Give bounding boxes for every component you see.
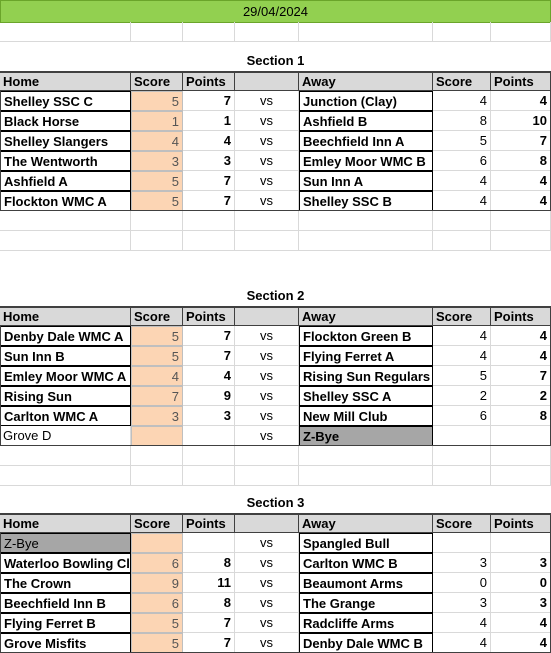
home-points: 7 xyxy=(183,326,235,346)
away-score: 4 xyxy=(433,633,491,653)
header-ascore: Score xyxy=(433,73,491,90)
empty-cell xyxy=(433,446,491,466)
home-team: Flockton WMC A xyxy=(0,191,131,211)
away-points: 2 xyxy=(491,386,551,406)
home-team: Z-Bye xyxy=(0,533,131,553)
home-score: 7 xyxy=(131,386,183,406)
away-team: Denby Dale WMC B xyxy=(299,633,433,653)
home-points: 7 xyxy=(183,346,235,366)
vs-label: vs xyxy=(235,91,299,111)
empty-cell xyxy=(183,22,235,42)
away-score: 4 xyxy=(433,191,491,211)
match-row xyxy=(0,533,551,553)
away-points: 7 xyxy=(491,366,551,386)
empty-cell xyxy=(299,22,433,42)
away-team: Radcliffe Arms xyxy=(299,613,433,633)
home-points: 7 xyxy=(183,171,235,191)
away-team: Carlton WMC B xyxy=(299,553,433,573)
vs-label: vs xyxy=(235,346,299,366)
header-away: Away xyxy=(299,73,433,90)
home-team: Shelley SSC C xyxy=(0,91,131,111)
match-row xyxy=(0,171,551,191)
home-team: Denby Dale WMC A xyxy=(0,326,131,346)
vs-label: vs xyxy=(235,131,299,151)
away-score: 3 xyxy=(433,593,491,613)
vs-label: vs xyxy=(235,366,299,386)
home-team: Beechfield Inn B xyxy=(0,593,131,613)
home-team: Black Horse xyxy=(0,111,131,131)
empty-cell xyxy=(0,466,131,486)
empty-row xyxy=(0,22,551,42)
home-score: 6 xyxy=(131,593,183,613)
empty-cell xyxy=(183,466,235,486)
home-team: Flying Ferret B xyxy=(0,613,131,633)
empty-cell xyxy=(0,231,131,251)
header-home: Home xyxy=(0,73,131,90)
empty-cell xyxy=(183,211,235,231)
empty-cell xyxy=(299,231,433,251)
home-score: 5 xyxy=(131,346,183,366)
home-points: 1 xyxy=(183,111,235,131)
empty-cell xyxy=(491,22,551,42)
away-score: 5 xyxy=(433,366,491,386)
header-ascore: Score xyxy=(433,308,491,325)
empty-cell xyxy=(131,466,183,486)
table-header-row xyxy=(0,513,551,533)
home-points: 7 xyxy=(183,613,235,633)
home-score: 3 xyxy=(131,406,183,426)
home-team: Sun Inn B xyxy=(0,346,131,366)
section-title: Section 2 xyxy=(246,288,305,303)
home-team: The Crown xyxy=(0,573,131,593)
home-team: Waterloo Bowling Cl xyxy=(0,553,131,573)
match-row xyxy=(0,346,551,366)
away-score: 6 xyxy=(433,406,491,426)
vs-label: vs xyxy=(235,111,299,131)
vs-label: vs xyxy=(235,191,299,211)
home-team: The Wentworth xyxy=(0,151,131,171)
away-points: 7 xyxy=(491,131,551,151)
home-points: 8 xyxy=(183,593,235,613)
home-score: 4 xyxy=(131,131,183,151)
away-team: Beaumont Arms xyxy=(299,573,433,593)
away-team: Flying Ferret A xyxy=(299,346,433,366)
away-points: 4 xyxy=(491,171,551,191)
empty-cell xyxy=(235,211,299,231)
match-row xyxy=(0,131,551,151)
home-points: 8 xyxy=(183,553,235,573)
away-score: 2 xyxy=(433,386,491,406)
match-row xyxy=(0,191,551,211)
home-team: Grove Misfits xyxy=(0,633,131,653)
section-title: Section 3 xyxy=(246,495,305,510)
away-team: Sun Inn A xyxy=(299,171,433,191)
away-points: 3 xyxy=(491,593,551,613)
home-points: 3 xyxy=(183,151,235,171)
header-blank xyxy=(235,308,299,325)
away-points: 4 xyxy=(491,613,551,633)
empty-cell xyxy=(131,22,183,42)
home-points xyxy=(183,533,235,553)
away-team: Beechfield Inn A xyxy=(299,131,433,151)
header-ascore: Score xyxy=(433,515,491,532)
match-row xyxy=(0,633,551,653)
header-blank xyxy=(235,515,299,532)
home-points: 7 xyxy=(183,91,235,111)
away-team: The Grange xyxy=(299,593,433,613)
empty-cell xyxy=(235,466,299,486)
empty-cell xyxy=(131,211,183,231)
empty-cell xyxy=(235,22,299,42)
home-points: 7 xyxy=(183,633,235,653)
home-points: 4 xyxy=(183,131,235,151)
away-team: Spangled Bull xyxy=(299,533,433,553)
vs-label: vs xyxy=(235,171,299,191)
away-points: 4 xyxy=(491,191,551,211)
away-score: 3 xyxy=(433,553,491,573)
away-score: 6 xyxy=(433,151,491,171)
away-score: 4 xyxy=(433,91,491,111)
home-team: Carlton WMC A xyxy=(0,406,131,426)
away-score: 4 xyxy=(433,613,491,633)
home-points: 7 xyxy=(183,191,235,211)
match-row xyxy=(0,426,551,446)
empty-cell xyxy=(235,231,299,251)
match-row xyxy=(0,111,551,131)
away-team: Emley Moor WMC B xyxy=(299,151,433,171)
away-points: 4 xyxy=(491,326,551,346)
vs-label: vs xyxy=(235,553,299,573)
vs-label: vs xyxy=(235,406,299,426)
section-title: Section 1 xyxy=(246,53,305,68)
away-team: Rising Sun Regulars xyxy=(299,366,433,386)
vs-label: vs xyxy=(235,593,299,613)
away-points xyxy=(491,426,551,446)
header-score: Score xyxy=(131,515,183,532)
home-score: 6 xyxy=(131,553,183,573)
vs-label: vs xyxy=(235,151,299,171)
away-score xyxy=(433,426,491,446)
away-points: 0 xyxy=(491,573,551,593)
empty-cell xyxy=(299,211,433,231)
empty-cell xyxy=(299,446,433,466)
empty-row xyxy=(0,231,551,251)
away-team: Ashfield B xyxy=(299,111,433,131)
home-team: Rising Sun xyxy=(0,386,131,406)
header-home: Home xyxy=(0,308,131,325)
table-header-row xyxy=(0,71,551,91)
header-away: Away xyxy=(299,308,433,325)
header-home: Home xyxy=(0,515,131,532)
match-row xyxy=(0,553,551,573)
home-team: Ashfield A xyxy=(0,171,131,191)
match-row xyxy=(0,573,551,593)
vs-label: vs xyxy=(235,573,299,593)
away-points: 4 xyxy=(491,633,551,653)
empty-cell xyxy=(183,446,235,466)
header-apoints: Points xyxy=(491,515,551,532)
empty-cell xyxy=(299,466,433,486)
home-score: 5 xyxy=(131,171,183,191)
match-row xyxy=(0,386,551,406)
away-score xyxy=(433,533,491,553)
header-score: Score xyxy=(131,73,183,90)
home-score: 3 xyxy=(131,151,183,171)
home-team: Shelley Slangers xyxy=(0,131,131,151)
home-points: 3 xyxy=(183,406,235,426)
home-points: 11 xyxy=(183,573,235,593)
empty-cell xyxy=(433,22,491,42)
header-apoints: Points xyxy=(491,308,551,325)
date-header: 29/04/2024 xyxy=(0,0,551,23)
empty-cell xyxy=(433,231,491,251)
home-score xyxy=(131,533,183,553)
empty-cell xyxy=(131,446,183,466)
header-points: Points xyxy=(183,308,235,325)
match-row xyxy=(0,91,551,111)
empty-cell xyxy=(491,231,551,251)
empty-row xyxy=(0,446,551,466)
home-points: 9 xyxy=(183,386,235,406)
away-score: 8 xyxy=(433,111,491,131)
empty-cell xyxy=(131,231,183,251)
empty-cell xyxy=(433,466,491,486)
empty-cell xyxy=(0,211,131,231)
away-score: 4 xyxy=(433,326,491,346)
away-team: New Mill Club xyxy=(299,406,433,426)
home-score: 1 xyxy=(131,111,183,131)
empty-cell xyxy=(0,22,131,42)
header-score: Score xyxy=(131,308,183,325)
away-points xyxy=(491,533,551,553)
vs-label: vs xyxy=(235,533,299,553)
empty-row xyxy=(0,466,551,486)
away-score: 4 xyxy=(433,171,491,191)
away-team: Shelley SSC B xyxy=(299,191,433,211)
table-header-row xyxy=(0,306,551,326)
home-score: 4 xyxy=(131,366,183,386)
match-row xyxy=(0,593,551,613)
vs-label: vs xyxy=(235,633,299,653)
header-blank xyxy=(235,73,299,90)
away-points: 4 xyxy=(491,91,551,111)
away-points: 4 xyxy=(491,346,551,366)
home-score: 9 xyxy=(131,573,183,593)
away-points: 8 xyxy=(491,151,551,171)
away-score: 0 xyxy=(433,573,491,593)
away-points: 10 xyxy=(491,111,551,131)
home-team: Emley Moor WMC A xyxy=(0,366,131,386)
empty-cell xyxy=(491,466,551,486)
away-team: Shelley SSC A xyxy=(299,386,433,406)
home-points: 4 xyxy=(183,366,235,386)
away-team: Junction (Clay) xyxy=(299,91,433,111)
home-score xyxy=(131,426,183,446)
header-points: Points xyxy=(183,73,235,90)
empty-cell xyxy=(183,231,235,251)
away-score: 5 xyxy=(433,131,491,151)
vs-label: vs xyxy=(235,326,299,346)
empty-cell xyxy=(491,211,551,231)
away-team: Z-Bye xyxy=(299,426,433,446)
match-row xyxy=(0,366,551,386)
away-team: Flockton Green B xyxy=(299,326,433,346)
match-row xyxy=(0,326,551,346)
home-score: 5 xyxy=(131,191,183,211)
home-team: Grove D xyxy=(0,426,131,446)
home-score: 5 xyxy=(131,613,183,633)
vs-label: vs xyxy=(235,426,299,446)
away-points: 8 xyxy=(491,406,551,426)
vs-label: vs xyxy=(235,386,299,406)
match-row xyxy=(0,613,551,633)
header-points: Points xyxy=(183,515,235,532)
home-score: 5 xyxy=(131,91,183,111)
header-away: Away xyxy=(299,515,433,532)
empty-row xyxy=(0,211,551,231)
away-points: 3 xyxy=(491,553,551,573)
header-apoints: Points xyxy=(491,73,551,90)
empty-cell xyxy=(0,446,131,466)
empty-cell xyxy=(433,211,491,231)
vs-label: vs xyxy=(235,613,299,633)
match-row xyxy=(0,406,551,426)
empty-cell xyxy=(235,446,299,466)
away-score: 4 xyxy=(433,346,491,366)
home-score: 5 xyxy=(131,326,183,346)
empty-cell xyxy=(491,446,551,466)
home-points xyxy=(183,426,235,446)
home-score: 5 xyxy=(131,633,183,653)
match-row xyxy=(0,151,551,171)
